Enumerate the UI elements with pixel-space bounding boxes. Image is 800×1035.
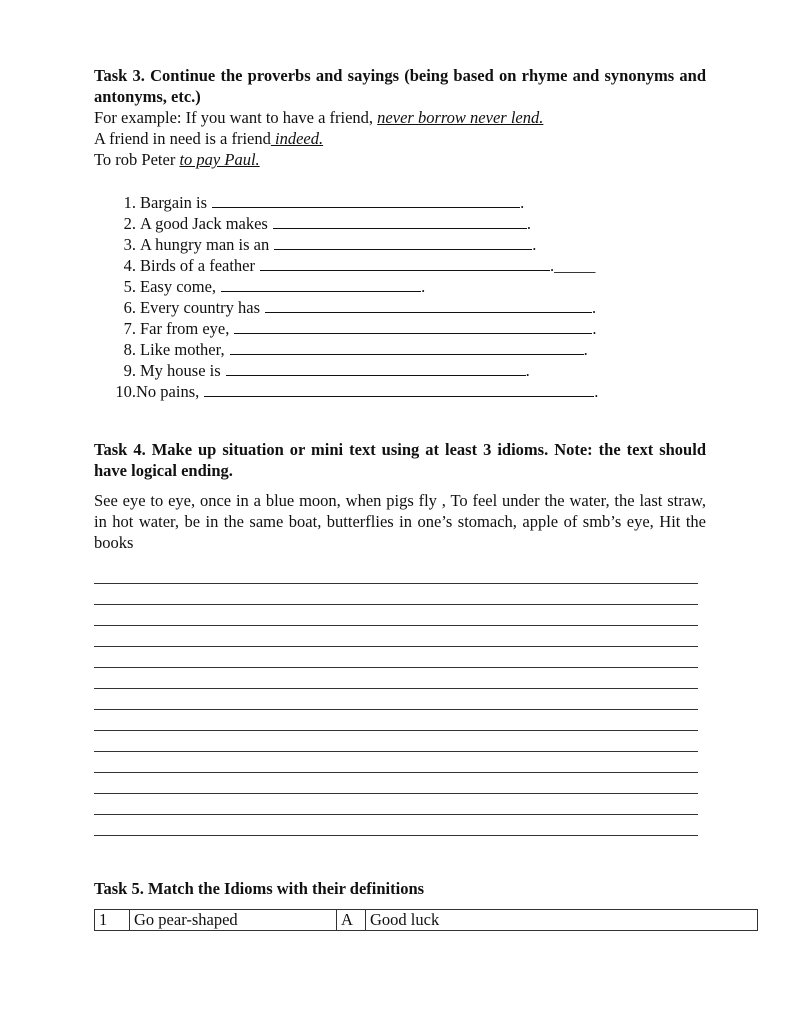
writing-line[interactable] bbox=[94, 753, 698, 773]
item-number: 5. bbox=[123, 277, 136, 296]
proverb-item bbox=[94, 234, 706, 255]
item-end: . bbox=[592, 298, 597, 317]
proverb-item bbox=[94, 297, 706, 318]
item-end: . bbox=[520, 193, 525, 212]
task4-section bbox=[94, 439, 706, 836]
item-number: 6. bbox=[123, 298, 136, 317]
item-text: Bargain is bbox=[140, 193, 208, 212]
item-text: A good Jack makes bbox=[140, 214, 268, 233]
answer-blank[interactable] bbox=[260, 256, 550, 271]
example-line-2 bbox=[94, 128, 706, 149]
writing-line[interactable] bbox=[94, 564, 698, 584]
answer-blank[interactable] bbox=[273, 214, 527, 229]
item-number: 1. bbox=[123, 193, 136, 212]
proverb-item bbox=[94, 360, 706, 381]
row-number: 1 bbox=[95, 910, 130, 931]
answer-blank[interactable] bbox=[212, 193, 520, 208]
idiom-cell: Go pear-shaped bbox=[130, 910, 337, 931]
item-number: 9. bbox=[123, 361, 136, 380]
item-number: 10. bbox=[115, 382, 136, 401]
item-end: . bbox=[526, 214, 531, 233]
writing-line[interactable] bbox=[94, 711, 698, 731]
proverb-item bbox=[94, 192, 706, 213]
proverb-item bbox=[94, 213, 706, 234]
item-end: . bbox=[525, 361, 530, 380]
task5-section bbox=[94, 878, 706, 931]
item-text: Every country has bbox=[140, 298, 261, 317]
item-end: . bbox=[592, 319, 597, 338]
task4-heading: Task 4. Make up situation or mini text using at least 3 idioms. Note: the text should have logical ending. bbox=[94, 440, 706, 480]
answer-blank[interactable] bbox=[234, 319, 592, 334]
writing-line[interactable] bbox=[94, 690, 698, 710]
answer-blank[interactable] bbox=[265, 298, 592, 313]
item-number: 8. bbox=[123, 340, 136, 359]
writing-line[interactable] bbox=[94, 774, 698, 794]
example-line bbox=[94, 107, 706, 128]
item-number: 4. bbox=[123, 256, 136, 275]
item-text: No pains, bbox=[136, 382, 200, 401]
writing-line[interactable] bbox=[94, 648, 698, 668]
item-end: . bbox=[594, 382, 599, 401]
proverb-list bbox=[94, 192, 706, 402]
idiom-list: See eye to eye, once in a blue moon, when pigs fly , To feel under the water, the last straw, in hot water, be in the same boat, butterflies in one’s stomach, apple of smb’s eye, Hit the books bbox=[94, 491, 706, 552]
item-text: Far from eye, bbox=[140, 319, 230, 338]
example-2-prefix: A friend in need is a friend bbox=[94, 129, 271, 148]
writing-line[interactable] bbox=[94, 606, 698, 626]
writing-line[interactable] bbox=[94, 816, 698, 836]
example-prefix: For example: If you want to have a friend, bbox=[94, 108, 374, 127]
item-end: . bbox=[532, 235, 537, 254]
example-3-prefix: To rob Peter bbox=[94, 150, 176, 169]
example-3-answer: to pay Paul. bbox=[179, 150, 260, 169]
answer-blank[interactable] bbox=[204, 382, 594, 397]
example-answer: never borrow never lend. bbox=[377, 108, 544, 127]
item-number: 2. bbox=[123, 214, 136, 233]
item-end: . bbox=[583, 340, 588, 359]
writing-line[interactable] bbox=[94, 669, 698, 689]
answer-blank[interactable] bbox=[226, 361, 526, 376]
worksheet-page bbox=[94, 65, 706, 931]
proverb-item bbox=[94, 255, 706, 276]
match-table bbox=[94, 909, 758, 931]
item-text: Like mother, bbox=[140, 340, 225, 359]
writing-line[interactable] bbox=[94, 795, 698, 815]
proverb-item bbox=[94, 318, 706, 339]
answer-blank[interactable] bbox=[230, 340, 584, 355]
table-row bbox=[95, 910, 758, 931]
example-line-3 bbox=[94, 149, 706, 170]
writing-line[interactable] bbox=[94, 732, 698, 752]
item-text: My house is bbox=[140, 361, 221, 380]
item-number: 3. bbox=[123, 235, 136, 254]
item-end: ._____ bbox=[550, 256, 596, 275]
writing-area[interactable] bbox=[94, 564, 706, 836]
item-number: 7. bbox=[123, 319, 136, 338]
answer-blank[interactable] bbox=[221, 277, 421, 292]
definition-cell: Good luck bbox=[366, 910, 758, 931]
item-text: Easy come, bbox=[140, 277, 217, 296]
letter-cell: A bbox=[337, 910, 366, 931]
proverb-item bbox=[94, 339, 706, 360]
writing-line[interactable] bbox=[94, 627, 698, 647]
task5-heading: Task 5. Match the Idioms with their definitions bbox=[94, 879, 425, 898]
answer-blank[interactable] bbox=[274, 235, 532, 250]
proverb-item bbox=[94, 381, 706, 402]
item-text: A hungry man is an bbox=[140, 235, 270, 254]
task3-heading: Task 3. Continue the proverbs and sayings (being based on rhyme and synonyms and antonyms, etc.) bbox=[94, 66, 706, 106]
writing-line[interactable] bbox=[94, 585, 698, 605]
proverb-item bbox=[94, 276, 706, 297]
item-text: Birds of a feather bbox=[140, 256, 255, 275]
example-2-answer: indeed. bbox=[270, 129, 324, 148]
item-end: . bbox=[421, 277, 426, 296]
